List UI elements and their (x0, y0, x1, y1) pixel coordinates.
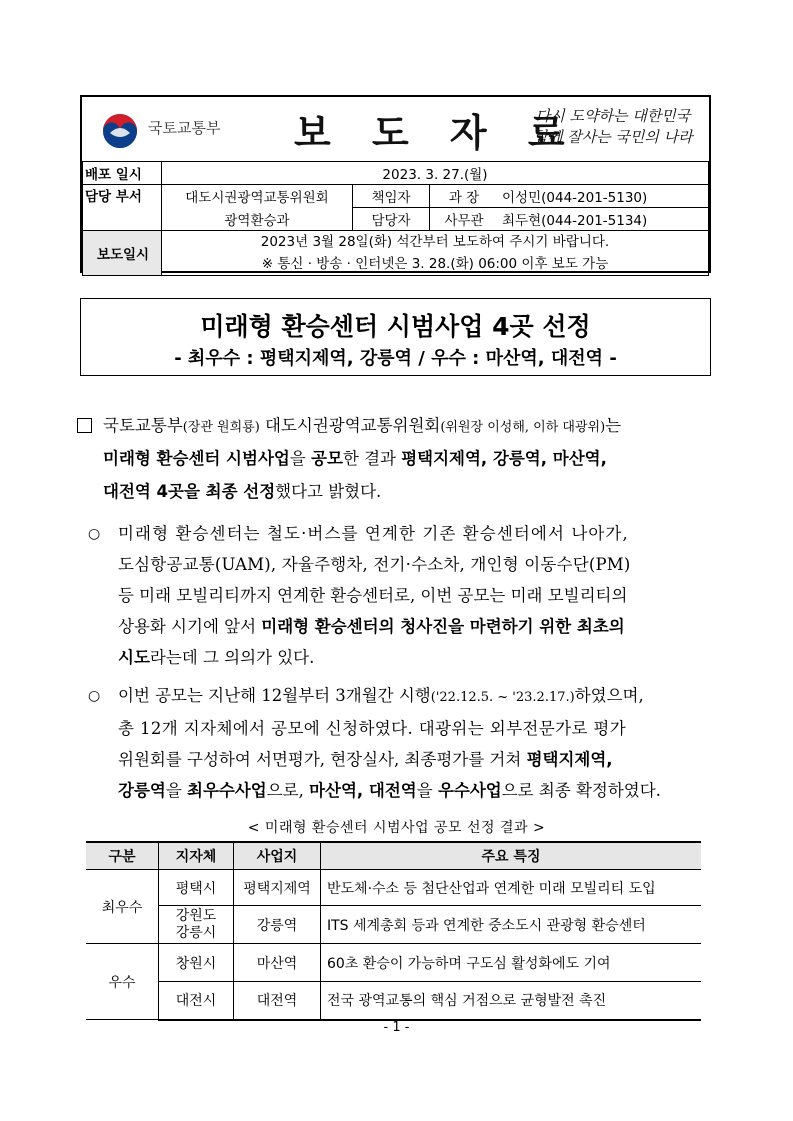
bullet-1-line (118, 642, 718, 673)
bullet-circle-icon: ○ (88, 688, 101, 704)
city-line: 강원도 (175, 907, 217, 924)
bullet-1-bold: 시도 (118, 648, 150, 667)
p1-note: (장관 원희룡) (182, 420, 260, 435)
p1-text: 대도시권광역교통위원회 (259, 416, 441, 435)
bullet-2-line (118, 775, 718, 806)
header-top (82, 97, 709, 161)
bullet-1 (118, 518, 718, 673)
dept-name-2: 광역환승과 (162, 208, 353, 231)
release-label: 보도일시 (83, 231, 162, 276)
bullet-1-line (118, 611, 718, 642)
city-cell: 평택시 (159, 870, 234, 906)
p1-text: 국토교통부 (103, 416, 183, 435)
bullet-2-bold: 강릉역 (118, 781, 166, 800)
bullet-2-bold: 우수사업 (437, 781, 502, 800)
table-header: 구분 (86, 842, 159, 870)
table-header: 주요 특징 (321, 842, 702, 870)
headline-title: 미래형 환승센터 시범사업 4곳 선정 (200, 312, 591, 341)
bullet-2-bold: 마산역, 대전역 (309, 781, 417, 800)
bullet-1-bold: 미래형 환승센터의 청사진을 마련하기 위한 최초의 (261, 617, 625, 636)
feature-cell: 반도체·수소 등 첨단산업과 연계한 미래 모빌리티 도입 (321, 870, 702, 906)
document-title: 보 도 자 료 (294, 111, 579, 155)
city-cell: 창원시 (159, 944, 234, 982)
bullet-2-text: 을 (416, 781, 438, 800)
table-row (86, 870, 701, 906)
release-line-1: 2023년 3월 28일(화) 석간부터 보도하여 주시기 바랍니다. (260, 234, 610, 250)
bullet-1-line: 등 미래 모빌리티까지 연계한 환승센터로, 이번 공모는 미래 모빌리티의 (118, 586, 628, 605)
ministry-name: 국토교통부 (148, 119, 221, 137)
feature-cell: 60초 환승이 가능하며 구도심 활성화에도 기여 (321, 944, 702, 982)
taegeuk-logo-icon (102, 113, 138, 149)
table-row (86, 944, 701, 982)
table-caption: < 미래형 환승센터 시범사업 공모 선정 결과 > (247, 820, 546, 836)
site-cell: 마산역 (234, 944, 321, 982)
site-cell: 평택지제역 (234, 870, 321, 906)
bullet-2-line (118, 744, 718, 775)
paragraph-1-line-3 (103, 476, 381, 507)
slogan-line-1: 다시 도약하는 대한민국 (535, 107, 691, 125)
bullet-2-bold: 최우수사업 (187, 781, 267, 800)
press-release-header (80, 95, 711, 273)
dept-name-1: 대도시권광역교통위원회 (162, 185, 353, 208)
bullet-circle-icon: ○ (88, 526, 101, 542)
bullet-2-text: 으로, (266, 781, 310, 800)
bullet-1-line: 도심항공교통(UAM), 자율주행차, 전기·수소차, 개인형 이동수단(PM) (118, 555, 631, 574)
dist-date-label: 배포 일시 (83, 162, 162, 185)
table-header: 지자체 (159, 842, 234, 870)
resp-title: 과 장 (430, 185, 499, 208)
bullet-2-text: 을 (165, 781, 188, 800)
dist-date-value: 2023. 3. 27.(월) (162, 162, 709, 185)
table-header-row (86, 842, 701, 870)
table-row (86, 906, 701, 944)
site-cell: 강릉역 (234, 906, 321, 944)
bullet-2-note: ('22.12.5. ~ '23.2.17.) (430, 690, 575, 705)
site-cell: 대전역 (234, 982, 321, 1020)
slogan-line-2: 함께 잘사는 국민의 나라 (533, 128, 693, 146)
contact-title: 사무관 (430, 208, 499, 231)
feature-cell: ITS 세계총회 등과 연계한 중소도시 관광형 환승센터 (321, 906, 702, 944)
p1-text: 했다고 밝혔다. (275, 482, 382, 501)
headline-subtitle: - 최우수 : 평택지제역, 강릉역 / 우수 : 마산역, 대전역 - (174, 348, 617, 369)
city-cell: 대전시 (159, 982, 234, 1020)
dept-label: 담당 부서 (83, 185, 162, 231)
release-info-table (82, 161, 709, 276)
bullet-2-bold: 평택지제역, (526, 750, 613, 769)
p1-text: 을 (289, 449, 312, 468)
bullet-2-text: 이번 공모는 지난해 12월부터 3개월간 시행 (118, 686, 431, 705)
city-cell (159, 906, 234, 944)
p1-note: (위원장 이성해, 이하 대광위) (440, 420, 606, 435)
page-number: - 1 - (383, 1020, 410, 1035)
resp-label: 책임자 (353, 185, 430, 208)
bullet-2-line (118, 680, 718, 713)
bullet-2-text: 으로 최종 확정하였다. (501, 781, 661, 800)
table-header: 사업지 (234, 842, 321, 870)
p1-text: 한 결과 (342, 449, 402, 468)
selection-result-table (86, 841, 701, 1021)
release-line-2: ※ 통신 · 방송 · 인터넷은 3. 28.(화) 06:00 이후 보도 가능 (261, 256, 609, 272)
p1-bold: 평택지제역, 강릉역, 마산역, (401, 449, 607, 468)
government-slogan (528, 106, 698, 154)
bullet-2-text: 하였으며, (574, 686, 644, 705)
contact-label: 담당자 (353, 208, 430, 231)
p1-bold: 미래형 환승센터 시범사업 (103, 449, 290, 468)
release-time (162, 231, 709, 276)
p1-text: 는 (605, 416, 622, 435)
bullet-1-text: 상용화 시기에 앞서 (118, 617, 262, 636)
bullet-1-text: 라는데 그 의의가 있다. (149, 648, 315, 667)
group-cell: 우수 (86, 944, 159, 1020)
city-line: 강릉시 (175, 924, 217, 941)
feature-cell: 전국 광역교통의 핵심 거점으로 균형발전 촉진 (321, 982, 702, 1020)
p1-bold: 대전역 4곳을 최종 선정 (103, 482, 276, 501)
bullet-2 (118, 680, 718, 806)
p1-bold: 공모 (311, 449, 343, 468)
paragraph-1-line-2 (103, 443, 607, 474)
paragraph-1-line-1 (103, 410, 621, 443)
headline-box (80, 298, 711, 376)
resp-name: 이성민(044-201-5130) (498, 185, 709, 208)
table-row (86, 982, 701, 1020)
group-cell: 최우수 (86, 870, 159, 944)
bullet-1-line: 미래형 환승센터는 철도·버스를 연계한 기존 환승센터에서 나아가, (118, 524, 629, 543)
contact-name: 최두현(044-201-5134) (498, 208, 709, 231)
paragraph-square-icon (77, 418, 92, 433)
bullet-2-line: 총 12개 지자체에서 공모에 신청하였다. 대광위는 외부전문가로 평가 (118, 719, 627, 738)
bullet-2-text: 위원회를 구성하여 서면평가, 현장실사, 최종평가를 거쳐 (118, 750, 527, 769)
